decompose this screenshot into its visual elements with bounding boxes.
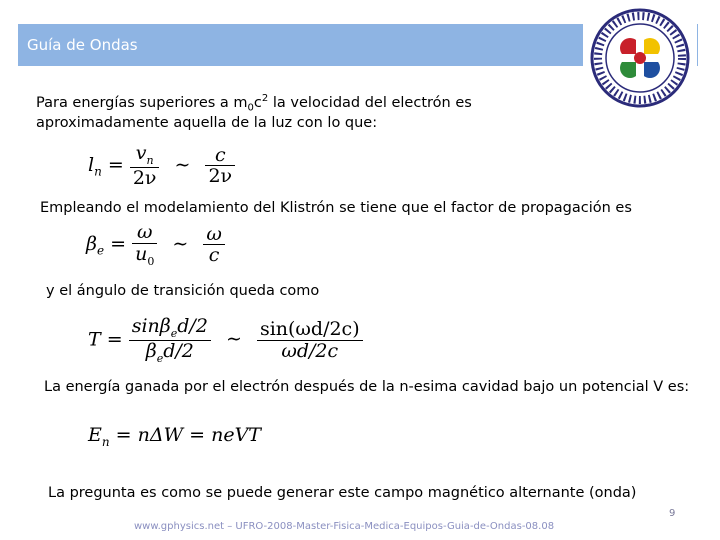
- footer-source: www.gphysics.net – UFRO-2008-Master-Fisica-Medica-Equipos-Guia-de-Ondas-08.08: [134, 521, 555, 532]
- paragraph-4: La energía ganada por el electrón después de la n-esima cavidad bajo un potencial V es:: [44, 379, 690, 395]
- equation-ln: $l_n$ = $\frac{v_n}{2\nu}$ ∼ $\frac{c}{2\nu}$: [88, 143, 235, 189]
- paragraph-1-line-2: aproximadamente aquella de la luz con lo que:: [36, 115, 378, 131]
- university-seal-icon: [583, 6, 697, 110]
- paragraph-3: y el ángulo de transición queda como: [46, 283, 320, 299]
- slide-title: Guía de Ondas: [27, 36, 138, 54]
- equation-beta-e: $\beta_e$ = $\frac{\omega}{u_0}$ ∼ $\frac{\omega}{c}$: [86, 222, 225, 268]
- university-logo: [583, 6, 697, 110]
- equation-energy: $E_n = n\Delta W$ = neVT: [88, 424, 261, 449]
- equation-transit-angle: T = $\frac{\sin\beta_ed/2}{\beta_ed/2}$ ∼ $\frac{\sin(\omega d/2c)}{\omega d/2c}$: [88, 316, 363, 365]
- paragraph-1: Para energías superiores a $m_0c^2$ la velocidad del electrón es: [36, 93, 472, 114]
- paragraph-5: La pregunta es como se puede generar este campo magnético alternante (onda): [48, 485, 637, 501]
- page-number: 9: [669, 508, 676, 519]
- paragraph-2: Empleando el modelamiento del Klistrón se tiene que el factor de propagación es: [40, 200, 632, 216]
